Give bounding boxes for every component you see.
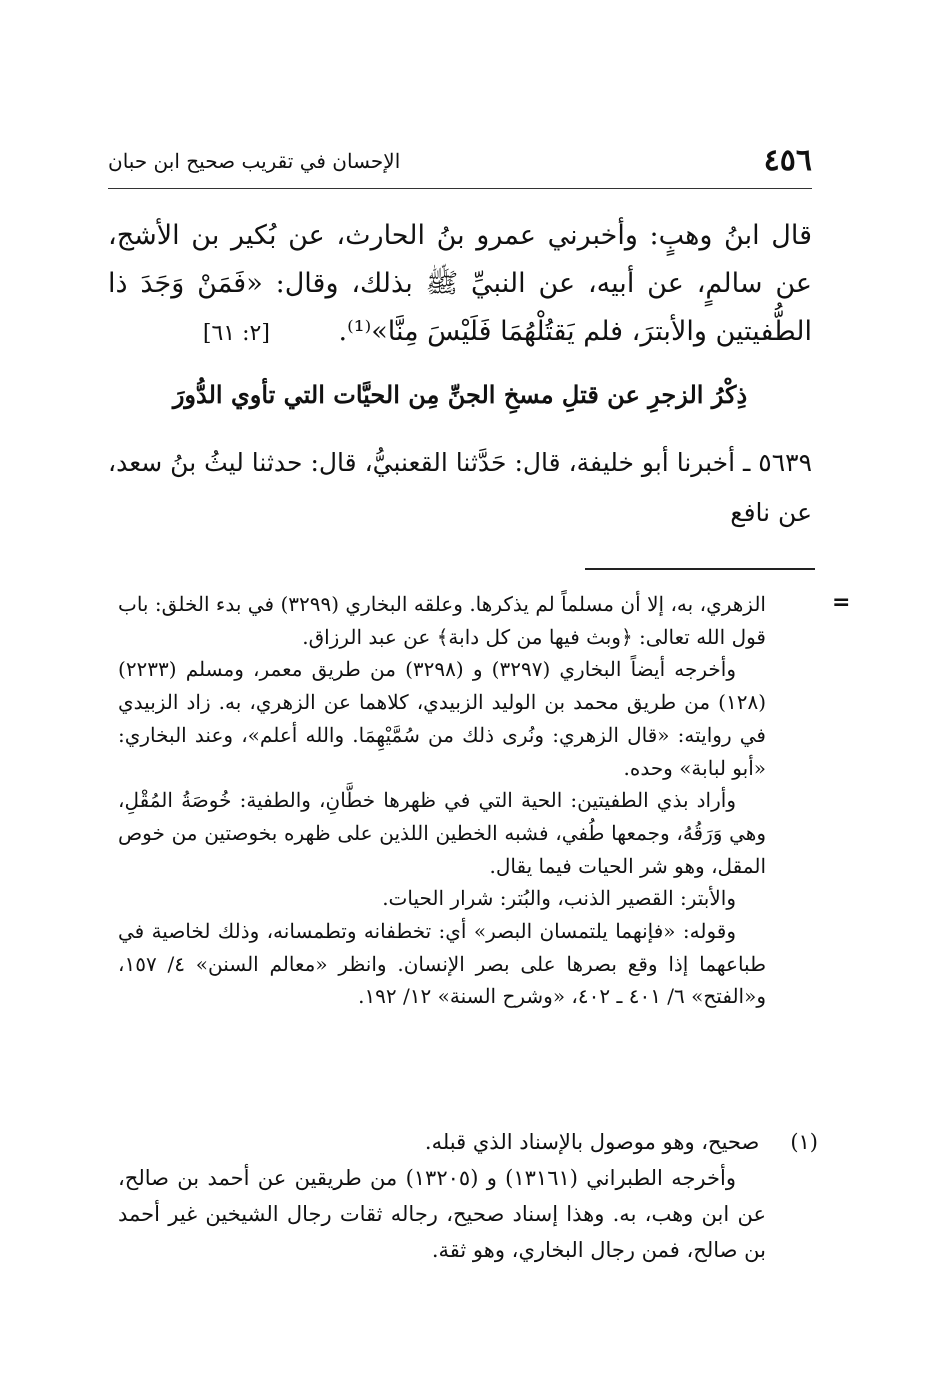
page-number: ٤٥٦ — [763, 143, 812, 178]
footnote-paragraph: وأراد بذي الطفيتين: الحية التي في ظهرها خطَّانِ، والطفية: خُوصَةُ المُقْلِ، وهي وَرَقُهُ، وجمعها طُفي، فشبه الخطين اللذين على ظهره بخوصتين من خوص المقل، وهو شر الحيات فيما يقال. — [118, 788, 766, 878]
reference-tag: [٢: ٦١] — [202, 321, 270, 346]
main-paragraph-text: قال ابنُ وهبٍ: وأخبرني عمرو بنُ الحارث، عن بُكير بن الأشج، عن سالمٍ، عن أبيه، عن النبيِّ ﷺ بذلك، وقال: «فَمَنْ وَجَدَ ذا الطُّفيتين والأبترَ، فلم يَقتُلْهُمَا فَلَيْسَ مِنَّا»⁽¹⁾. — [108, 220, 812, 347]
footnote-1 — [118, 1124, 818, 1268]
header-rule — [108, 188, 812, 189]
footnote-1-number: (١) — [790, 1130, 818, 1154]
main-text — [108, 212, 812, 358]
running-title: الإحسان في تقريب صحيح ابن حبان — [108, 149, 401, 173]
footnotes-continued — [118, 588, 766, 1013]
footnote-1-body — [118, 1160, 766, 1268]
footnote-continuation-mark: = — [832, 590, 851, 615]
footnote-1-continuation: وأخرجه الطبراني (١٣١٦١) و (١٣٢٠٥) من طريقين عن أحمد بن صالح، عن ابن وهب، به. وهذا إسناد صحيح، رجاله ثقات رجال الشيخين غير أحمد بن صالح، فمن رجال البخاري، وهو ثقة. — [118, 1166, 766, 1262]
page-header — [108, 143, 812, 183]
footnote-paragraph: وقوله: «فإنهما يلتمسان البصر» أي: تخطفانه وتطمسانه، وذلك لخاصية في طباعهما إذا وقع بصرها على بصر الإنسان. وانظر «معالم السنن» ٤/ ١٥٧، و«الفتح» ٦/ ٤٠١ ـ ٤٠٢، «وشرح السنة» ١٢/ ١٩٢. — [118, 919, 766, 1009]
footnote-paragraph: وأخرجه أيضاً البخاري (٣٢٩٧) و (٣٢٩٨) من طريق معمر، ومسلم (٢٢٣٣) (١٢٨) من طريق محمد بن الوليد الزبيدي، كلاهما عن الزهري، به. زاد الزبيدي في روايته: «قال الزهري: ونُرى ذلك من سُمَّيْهِمَا. والله أعلم»، وعند البخاري: «أبو لبابة» وحده. — [118, 657, 766, 780]
footnote-separator — [585, 568, 815, 570]
footnote-1-first-text: صحيح، وهو موصول بالإسناد الذي قبله. — [424, 1130, 760, 1154]
hadith-text — [108, 438, 812, 538]
footnote-1-first-line — [118, 1124, 818, 1160]
footnote-paragraph: والأبتر: القصير الذنب، والبُتر: شرار الحيات. — [382, 886, 736, 911]
main-paragraph — [108, 212, 812, 358]
footnote-paragraph: الزهري، به، إلا أن مسلماً لم يذكرها. وعلقه البخاري (٣٢٩٩) في بدء الخلق: باب قول الله تعالى: ﴿وبث فيها من كل دابة﴾ عن عبد الرزاق. — [118, 592, 766, 649]
hadith-paragraph: ٥٦٣٩ ـ أخبرنا أبو خليفة، قال: حَدَّثنا القعنبيُّ، قال: حدثنا ليثُ بنُ سعد، عن نافع — [108, 448, 812, 527]
chapter-title: ذِكْرُ الزجرِ عن قتلِ مسخِ الجنِّ مِن الحيَّات التي تأوي الدُّورَ — [172, 380, 748, 409]
